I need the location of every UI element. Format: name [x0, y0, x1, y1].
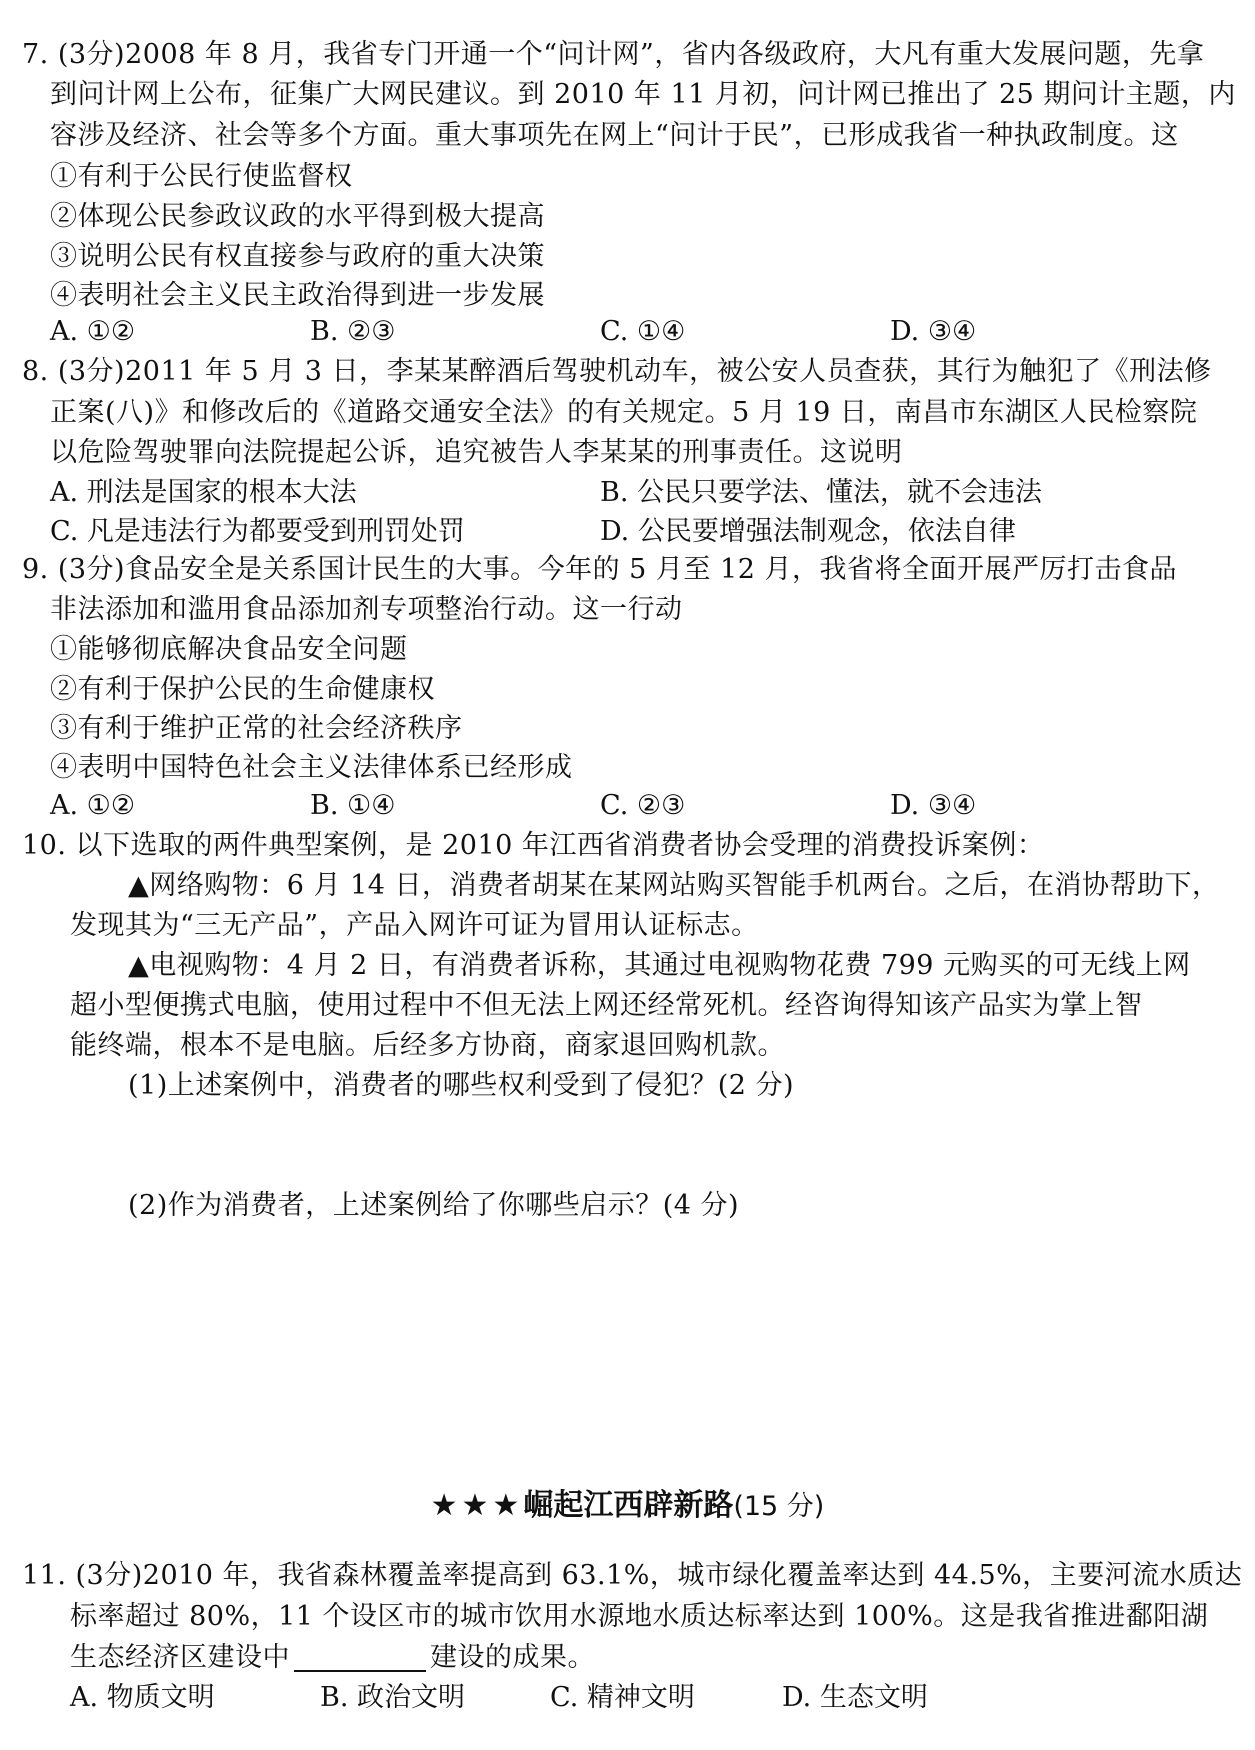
- q7-option-a: A. ①②: [50, 316, 136, 347]
- q9-statement-3: ③有利于维护正常的社会经济秩序: [50, 713, 463, 744]
- q8-line-1: 8. (3分)2011 年 5 月 3 日，李某某醉酒后驾驶机动车，被公安人员查获，其行为触犯了《刑法修: [22, 356, 1212, 387]
- q9-options: [0, 786, 1255, 826]
- q10-case-2-line-1: ▲电视购物：4 月 2 日，有消费者诉称，其通过电视购物花费 799 元购买的可无线上网: [128, 950, 1191, 981]
- q8-options-row-1: [0, 473, 1255, 513]
- q7-line-3: 容涉及经济、社会等多个方面。重大事项先在网上“问计于民”，已形成我省一种执政制度。这: [50, 120, 1179, 151]
- q8-option-d: D. 公民要增强法制观念，依法自律: [600, 516, 1016, 547]
- answer-blank[interactable]: [294, 1644, 426, 1672]
- q11-line-1: 11. (3分)2010 年，我省森林覆盖率提高到 63.1%，城市绿化覆盖率达到 44.5%，主要河流水质达: [22, 1560, 1243, 1591]
- section-stars: ★★★: [430, 1488, 524, 1523]
- q8-line-2: 正案(八)》和修改后的《道路交通安全法》的有关规定。5 月 19 日，南昌市东湖区人民检察院: [50, 397, 1198, 428]
- q11-line-3-after: 建设的成果。: [430, 1642, 595, 1673]
- q9-option-b: B. ①④: [310, 790, 396, 821]
- q8-option-a: A. 刑法是国家的根本大法: [50, 477, 357, 508]
- q11-options: [0, 1678, 1255, 1718]
- q9-option-a: A. ①②: [50, 790, 136, 821]
- q7-line-2: 到问计网上公布，征集广大网民建议。到 2010 年 11 月初，问计网已推出了 25 期问计主题，内: [50, 79, 1236, 110]
- q11-option-c: C. 精神文明: [550, 1682, 695, 1713]
- q10-line-1: 10. 以下选取的两件典型案例，是 2010 年江西省消费者协会受理的消费投诉案例：: [22, 830, 1045, 861]
- q11-line-3: [70, 1638, 595, 1678]
- q9-statement-2: ②有利于保护公民的生命健康权: [50, 674, 435, 705]
- q10-subquestion-2: (2)作为消费者，上述案例给了你哪些启示？(4 分): [128, 1190, 740, 1221]
- q10-case-1-line-1: ▲网络购物：6 月 14 日，消费者胡某在某网站购买智能手机两台。之后，在消协帮助下，: [128, 870, 1220, 901]
- section-score: (15 分): [733, 1491, 825, 1522]
- q9-statement-1: ①能够彻底解决食品安全问题: [50, 634, 408, 665]
- q9-line-1: 9. (3分)食品安全是关系国计民生的大事。今年的 5 月至 12 月，我省将全面开展严厉打击食品: [22, 554, 1177, 585]
- q7-statement-4: ④表明社会主义民主政治得到进一步发展: [50, 280, 545, 311]
- q9-statement-4: ④表明中国特色社会主义法律体系已经形成: [50, 752, 573, 783]
- q7-options: [0, 312, 1255, 352]
- q8-option-b: B. 公民只要学法、懂法，就不会违法: [600, 477, 1043, 508]
- q9-option-d: D. ③④: [890, 790, 977, 821]
- q9-option-c: C. ②③: [600, 790, 686, 821]
- q11-option-b: B. 政治文明: [320, 1682, 466, 1713]
- q11-line-3-before: 生态经济区建设中: [70, 1642, 290, 1673]
- q11-option-d: D. 生态文明: [782, 1682, 928, 1713]
- q11-option-a: A. 物质文明: [70, 1682, 215, 1713]
- q10-case-2-line-2: 超小型便携式电脑，使用过程中不但无法上网还经常死机。经咨询得知该产品实为掌上智: [70, 990, 1143, 1021]
- q7-statement-3: ③说明公民有权直接参与政府的重大决策: [50, 241, 545, 272]
- q9-line-2: 非法添加和滥用食品添加剂专项整治行动。这一行动: [50, 594, 683, 625]
- q7-option-b: B. ②③: [310, 316, 396, 347]
- q10-case-2-line-3: 能终端，根本不是电脑。后经多方协商，商家退回购机款。: [70, 1030, 785, 1061]
- section-heading: [0, 1484, 1255, 1529]
- q10-subquestion-1: (1)上述案例中，消费者的哪些权利受到了侵犯？(2 分): [128, 1070, 795, 1101]
- q11-line-2: 标率超过 80%，11 个设区市的城市饮用水源地水质达标率达到 100%。这是我省推进鄱阳湖: [70, 1601, 1209, 1632]
- q7-statement-2: ②体现公民参政议政的水平得到极大提高: [50, 201, 545, 232]
- q7-option-d: D. ③④: [890, 316, 977, 347]
- q8-option-c: C. 凡是违法行为都要受到刑罚处罚: [50, 516, 465, 547]
- q7-line-1: 7. (3分)2008 年 8 月，我省专门开通一个“问计网”，省内各级政府，大凡有重大发展问题，先拿: [22, 39, 1205, 70]
- q7-option-c: C. ①④: [600, 316, 686, 347]
- q8-options-row-2: [0, 512, 1255, 552]
- q7-statement-1: ①有利于公民行使监督权: [50, 161, 353, 192]
- q10-case-1-line-2: 发现其为“三无产品”，产品入网许可证为冒用认证标志。: [70, 910, 759, 941]
- q8-line-3: 以危险驾驶罪向法院提起公诉，追究被告人李某某的刑事责任。这说明: [50, 437, 903, 468]
- section-title-text: 崛起江西辟新路: [523, 1488, 734, 1523]
